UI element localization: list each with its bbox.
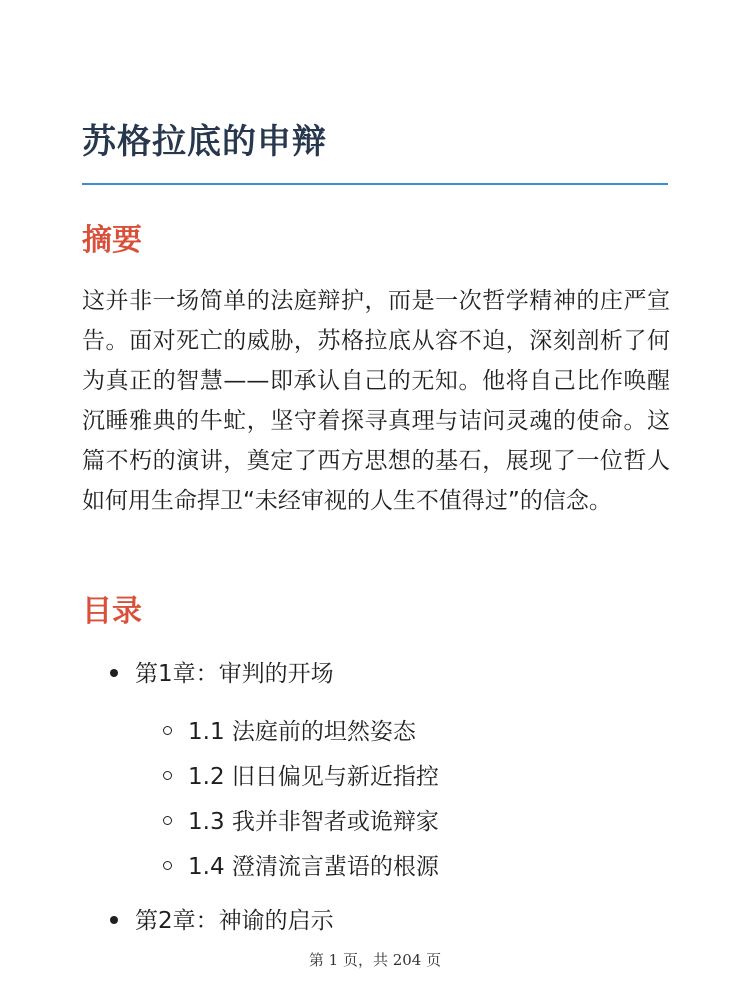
circle-bullet-icon bbox=[163, 816, 172, 825]
toc-section-label: 1.1 法庭前的坦然姿态 bbox=[188, 719, 416, 745]
bullet-icon bbox=[110, 916, 118, 924]
title-divider bbox=[82, 183, 668, 185]
toc-section-1-4[interactable] bbox=[163, 845, 439, 889]
toc-section-label: 1.2 旧日偏见与新近指控 bbox=[188, 764, 439, 790]
toc-heading: 目录 bbox=[82, 594, 142, 629]
circle-bullet-icon bbox=[163, 861, 172, 870]
toc-section-1-3[interactable] bbox=[163, 800, 439, 844]
circle-bullet-icon bbox=[163, 771, 172, 780]
abstract-paragraph: 这并非一场简单的法庭辩护，而是一次哲学精神的庄严宣告。面对死亡的威胁，苏格拉底从容不迫，深刻剖析了何为真正的智慧——即承认自己的无知。他将自己比作唤醒沉睡雅典的牛虻，坚守着探寻真理与诘问灵魂的使命。这篇不朽的演讲，奠定了西方思想的基石，展现了一位哲人如何用生命捍卫“未经审视的人生不值得过”的信念。 bbox=[82, 288, 670, 514]
page-title: 苏格拉底的申辩 bbox=[82, 122, 327, 162]
circle-bullet-icon bbox=[163, 726, 172, 735]
toc-section-1-1[interactable] bbox=[163, 710, 416, 754]
bullet-icon bbox=[110, 669, 118, 677]
toc-chapter-2[interactable] bbox=[110, 899, 334, 943]
toc-chapter-1[interactable] bbox=[110, 652, 334, 696]
page-footer: 第 1 页，共 204 页 bbox=[308, 951, 442, 969]
toc-chapter-label: 第1章：审判的开场 bbox=[135, 661, 334, 687]
abstract-heading: 摘要 bbox=[82, 223, 142, 258]
toc-chapter-label: 第2章：神谕的启示 bbox=[135, 908, 334, 934]
toc-section-label: 1.3 我并非智者或诡辩家 bbox=[188, 809, 439, 835]
toc-section-label: 1.4 澄清流言蜚语的根源 bbox=[188, 854, 439, 880]
toc-section-1-2[interactable] bbox=[163, 755, 439, 799]
